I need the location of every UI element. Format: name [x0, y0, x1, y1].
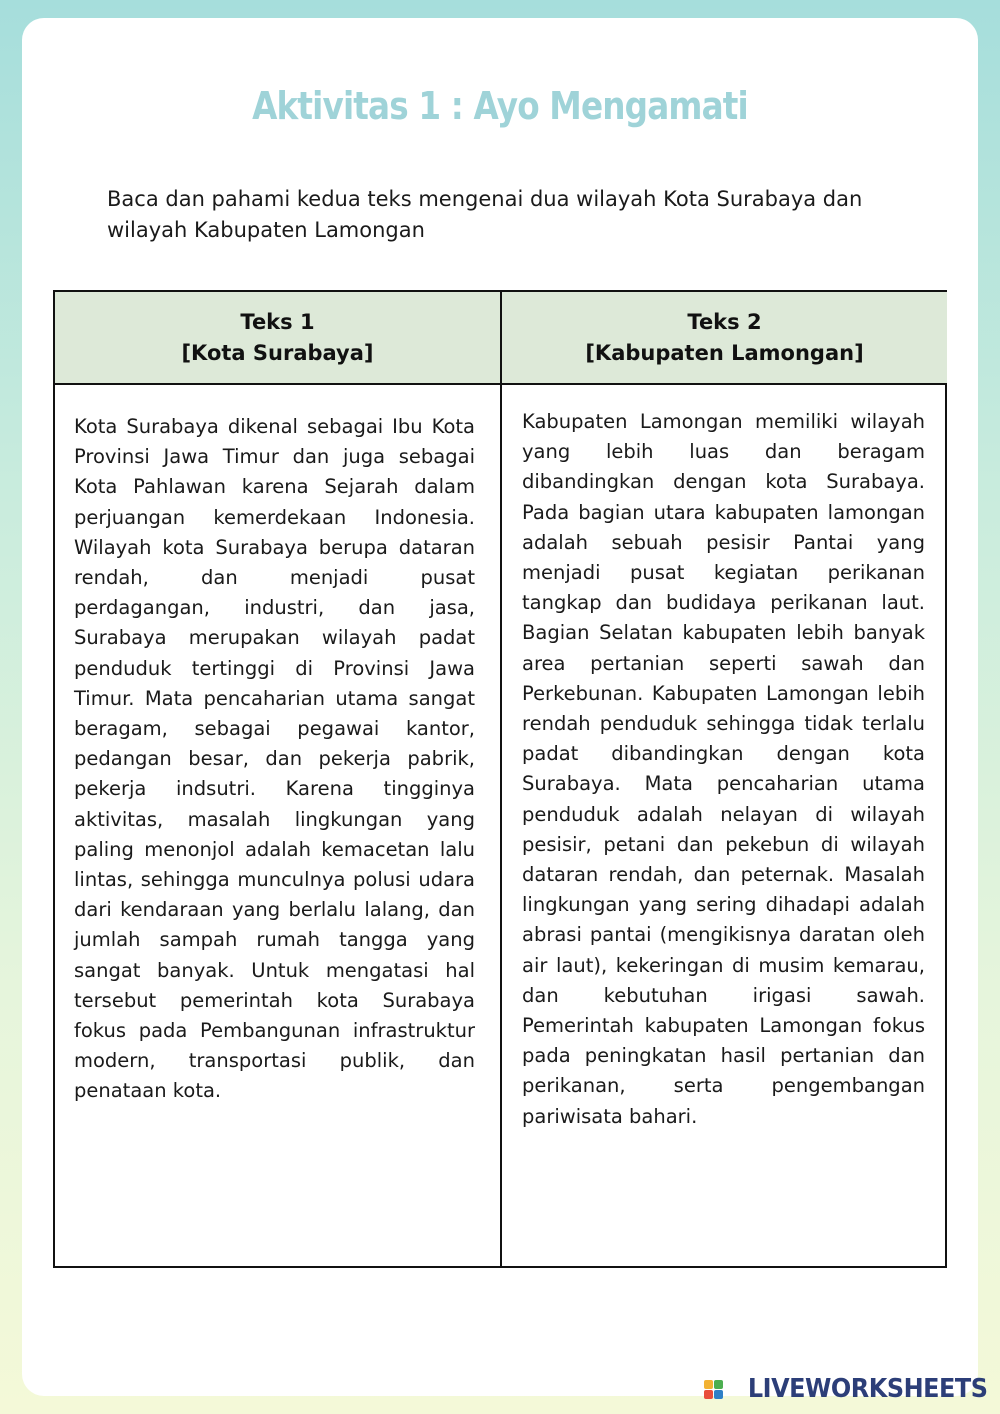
header-label: Teks 1 [240, 309, 315, 334]
liveworksheets-brand [704, 1374, 988, 1404]
table-header-teks-1 [55, 292, 502, 385]
logo-square [704, 1390, 713, 1399]
page-title: Aktivitas 1 : Ayo Mengamati [252, 84, 748, 128]
text-surabaya: Kota Surabaya dikenal sebagai Ibu Kota Provinsi Jawa Timur dan juga sebagai Kota Pahlawan karena Sejarah dalam perjuangan kemerdekaan Indonesia. Wilayah kota Surabaya berupa dataran rendah, dan menjadi pusat perdagangan, industri, dan jasa, Surabaya merupakan wilayah padat penduduk tertinggi di Provinsi Jawa Timur. Mata pencaharian utama sangat beragam, sebagai pegawai kantor, pedangan besar, dan pekerja pabrik, pekerja indsutri. Karena tingginya aktivitas, masalah lingkungan yang paling menonjol adalah kemacetan lalu lintas, sehingga munculnya polusi udara dari kendaraan yang berlalu lalang, dan jumlah sampah rumah tangga yang sangat banyak. Untuk mengatasi hal tersebut pemerintah kota Surabaya fokus pada Pembangunan infrastruktur modern, transportasi publik, dan penataan kota. [55, 385, 502, 1266]
header-label: Teks 2 [687, 309, 762, 334]
header-sublabel: [Kota Surabaya] [181, 340, 374, 365]
instruction-text: Baca dan pahami kedua teks mengenai dua wilayah Kota Surabaya dan wilayah Kabupaten Lamongan [107, 187, 863, 242]
brand-name: LIVEWORKSHEETS [748, 1374, 988, 1404]
logo-square [714, 1380, 723, 1389]
liveworksheets-logo-icon [704, 1380, 723, 1399]
table-header-teks-2 [502, 292, 947, 385]
header-sublabel: [Kabupaten Lamongan] [585, 340, 864, 365]
logo-square [704, 1380, 713, 1389]
logo-square [714, 1390, 723, 1399]
text-lamongan: Kabupaten Lamongan memiliki wilayah yang lebih luas dan beragam dibandingkan dengan kota Surabaya. Pada bagian utara kabupaten lamongan adalah sebuah pesisir Pantai yang menjadi pusat kegiatan perikanan tangkap dan budidaya perikanan laut. Bagian Selatan kabupaten lebih banyak area pertanian seperti sawah dan Perkebunan. Kabupaten Lamongan lebih rendah penduduk sehingga tidak terlalu padat dibandingkan dengan kota Surabaya. Mata pencaharian utama penduduk adalah nelayan di wilayah pesisir, petani dan pekebun di wilayah dataran rendah, dan peternak. Masalah lingkungan yang sering dihadapi adalah abrasi pantai (mengikisnya daratan oleh air laut), kekeringan di musim kemarau, dan kebutuhan irigasi sawah. Pemerintah kabupaten Lamongan fokus pada peningkatan hasil pertanian dan perikanan, serta pengembangan pariwisata bahari. [522, 410, 925, 1128]
comparison-table [53, 290, 947, 1268]
